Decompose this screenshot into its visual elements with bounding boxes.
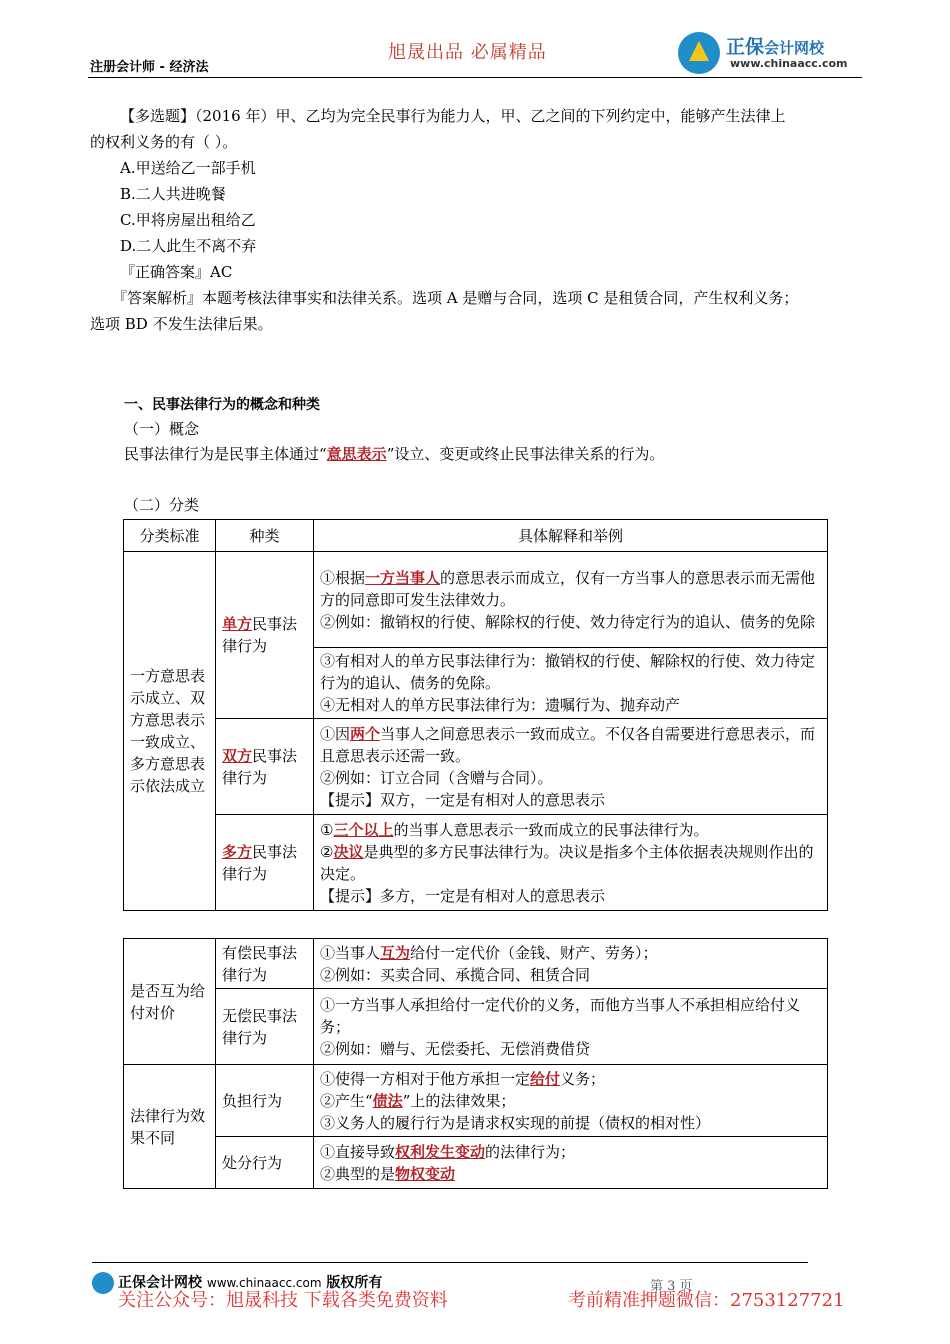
page-number: 第 3 页 [650,1279,693,1294]
table-row [124,552,828,648]
table-row [124,1065,828,1137]
subsection-classification: （二）分类 [124,496,200,514]
subsection-concept: （一）概念 [124,420,200,438]
header-course-title: 注册会计师 - 经济法 [90,60,209,75]
section-title: 一、民事法律行为的概念和种类 [124,397,320,413]
analysis-line-2: 选项 BD 不发生法律后果。 [90,315,273,333]
option-c: C.甲将房屋出租给乙 [120,211,256,229]
question-line-1: 【多选题】（2016 年）甲、乙均为完全民事行为能力人，甲、乙之间的下列约定中，能够产生法律上 [120,107,786,125]
kind-multilateral: 多方民事法律行为 [216,815,314,911]
logo-name: 正保会计网校 [726,36,825,58]
analysis-line-1: 『答案解析』本题考核法律事实和法律关系。选项 A 是赠与合同，选项 C 是租赁合同，产生权利义务； [112,289,799,307]
kind-gratuitous: 无偿民事法律行为 [216,989,314,1065]
kind-obligatory: 负担行为 [216,1065,314,1137]
footer-brand: 正保会计网校 www.chinaacc.com 版权所有 [92,1272,382,1294]
concept-keyword: 意思表示 [326,445,387,463]
detail-disposal: ①直接导致权利发生变动的法律行为； ②典型的是物权变动 [314,1137,828,1189]
table-row [124,989,828,1065]
criterion-effect: 法律行为效果不同 [124,1065,216,1189]
kind-disposal: 处分行为 [216,1137,314,1189]
concept-text: 民事法律行为是民事主体通过“意思表示”设立、变更或终止民事法律关系的行为。 [124,445,665,463]
criterion-consideration: 是否互为给付对价 [124,939,216,1065]
question-line-2: 的权利义务的有（ ）。 [90,133,238,151]
detail-multilateral: ①三个以上的当事人意思表示一致而成立的民事法律行为。 ②决议是典型的多方民事法律行为。决议是指多个主体依据表决规则作出的决定。 【提示】多方，一定是有相对人的意思表示 [314,815,828,911]
criterion-cell: 一方意思表示成立、双方意思表示一致成立、多方意思表示依法成立 [124,552,216,911]
option-d: D.二人此生不离不弃 [120,237,257,255]
footer-divider [92,1262,808,1263]
footer-logo-icon [92,1272,114,1294]
header-slogan: 旭晟出品 必属精品 [388,42,547,63]
table-row [124,815,828,911]
detail-obligatory: ①使得一方相对于他方承担一定给付义务； ②产生“债法”上的法律效果； ③义务人的履行行为是请求权实现的前提（债权的相对性） [314,1065,828,1137]
option-b: B.二人共进晚餐 [120,185,226,203]
header-detail: 具体解释和举例 [314,520,828,552]
option-a: A.甲送给乙一部手机 [120,159,256,177]
detail-unilateral-1: ①根据一方当事人的意思表示而成立，仅有一方当事人的意思表示而无需他方的同意即可发生法律效力。 ②例如：撤销权的行使、解除权的行使、效力待定行为的追认、债务的免除 [314,552,828,648]
header-divider [88,77,862,78]
table-header-row [124,520,828,552]
detail-gratuitous: ①一方当事人承担给付一定代价的义务，而他方当事人不承担相应给付义务； ②例如：赠与、无偿委托、无偿消费借贷 [314,989,828,1065]
header-criterion: 分类标准 [124,520,216,552]
kind-onerous: 有偿民事法律行为 [216,939,314,989]
classification-table-2 [123,938,828,1189]
logo-url: www.chinaacc.com [730,57,848,70]
watermark-right: 考前精准押题微信：2753127721 [568,1290,845,1311]
kind-unilateral: 单方民事法律行为 [216,552,314,719]
table-row [124,939,828,989]
table-row [124,1137,828,1189]
kind-bilateral: 双方民事法律行为 [216,719,314,815]
correct-answer: 『正确答案』AC [120,263,233,281]
detail-onerous: ①当事人互为给付一定代价（金钱、财产、劳务）； ②例如：买卖合同、承揽合同、租赁合同 [314,939,828,989]
table-row [124,719,828,815]
watermark-left: 关注公众号：旭晟科技 下载各类免费资料 [118,1290,448,1311]
classification-table-1 [123,519,828,911]
header-kind: 种类 [216,520,314,552]
detail-bilateral: ①因两个当事人之间意思表示一致而成立。不仅各自需要进行意思表示，而且意思表示还需一致。 ②例如：订立合同（含赠与合同）。 【提示】双方，一定是有相对人的意思表示 [314,719,828,815]
brand-logo [678,30,868,74]
detail-unilateral-2: ③有相对人的单方民事法律行为：撤销权的行使、解除权的行使、效力待定行为的追认、债务的免除。 ④无相对人的单方民事法律行为：遗嘱行为、抛弃动产 [314,648,828,719]
logo-icon [678,32,720,74]
